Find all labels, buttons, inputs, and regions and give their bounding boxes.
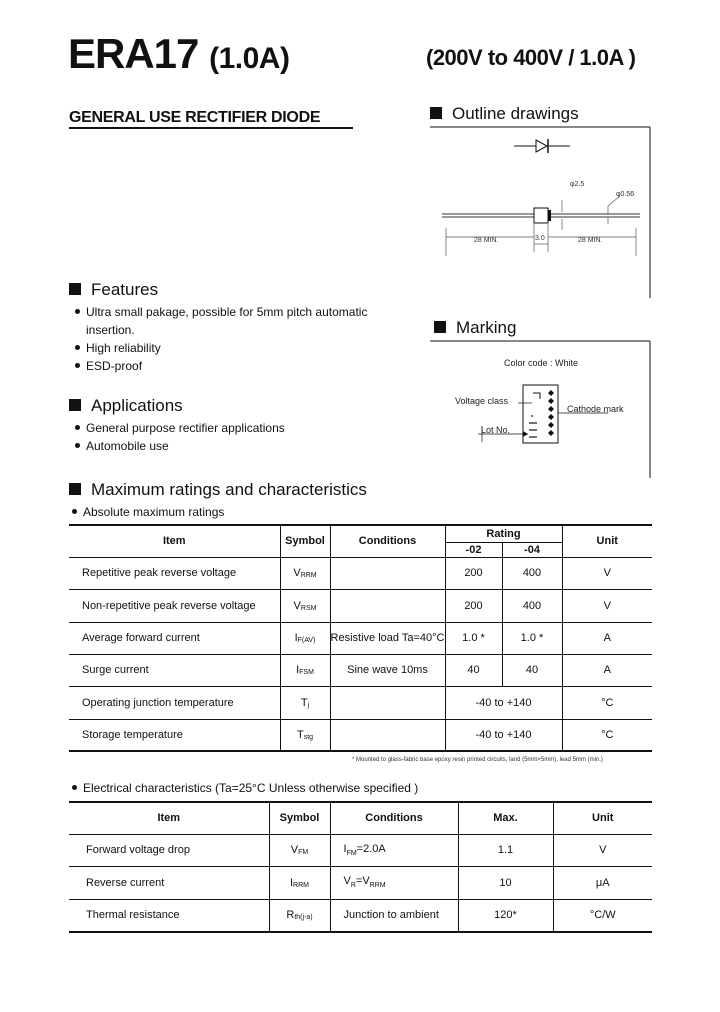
outline-drawing	[430, 124, 654, 300]
row-conditions	[330, 719, 445, 751]
absolute-max-subtitle: Absolute maximum ratings	[72, 505, 224, 519]
voltage-class-label: Voltage class	[455, 396, 509, 406]
features-section-title: Features	[69, 280, 158, 300]
row-conditions: Sine wave 10ms	[330, 654, 445, 686]
part-number: ERA17	[68, 30, 199, 77]
row-rating-04: 40	[502, 654, 562, 686]
row-symbol: $V_{FM}$	[269, 834, 330, 866]
row-symbol: $T_j$	[280, 686, 330, 719]
row-rating-02: 200	[445, 589, 502, 622]
row-rating-range: -40 to +140	[445, 719, 562, 751]
row-rating-04: 400	[502, 589, 562, 622]
application-item: Automobile use	[75, 439, 169, 453]
row-item: Forward voltage drop	[69, 834, 269, 866]
bullet-icon	[75, 443, 80, 448]
max-ratings-section-title: Maximum ratings and characteristics	[69, 480, 367, 500]
application-item: General purpose rectifier applications	[75, 421, 285, 435]
row-unit: A	[562, 654, 652, 686]
table-row	[69, 654, 652, 686]
square-bullet-icon	[69, 483, 81, 495]
row-symbol: $T_{stg}$	[280, 719, 330, 751]
row-unit: μA	[553, 866, 652, 899]
row-rating-02: 1.0 *	[445, 622, 502, 654]
row-conditions	[330, 686, 445, 719]
dim-lead-right: 28 MIN.	[578, 237, 603, 244]
outline-section-title: Outline drawings	[430, 104, 579, 124]
electrical-subtitle: Electrical characteristics (Ta=25°C Unless otherwise specified )	[72, 781, 418, 795]
lot-no-label: Lot No.	[481, 425, 511, 435]
row-unit: A	[562, 622, 652, 654]
table-row	[69, 899, 652, 932]
row-item: Thermal resistance	[86, 909, 180, 922]
row-conditions: Resistive load Ta=40°C	[330, 622, 445, 654]
row-rating-04: 1.0 *	[502, 622, 562, 654]
table-row	[69, 622, 652, 654]
header-rating-02: -02	[445, 542, 502, 557]
subtitle-underline	[69, 127, 353, 129]
header-item: Item	[69, 525, 280, 557]
marking-section-title: Marking	[434, 318, 516, 338]
row-symbol: $I_{FSM}$	[280, 654, 330, 686]
table-row	[69, 557, 652, 589]
square-bullet-icon	[69, 399, 81, 411]
row-symbol: $V_{RSM}$	[280, 589, 330, 622]
dim-body-dia: φ2.5	[570, 181, 585, 188]
row-unit: °C/W	[553, 899, 652, 932]
row-max: 120*	[458, 899, 553, 932]
dim-body-len: 3.0	[535, 235, 545, 242]
row-max: 1.1	[458, 834, 553, 866]
header-symbol: Symbol	[269, 802, 330, 834]
row-item: Surge current	[69, 654, 280, 686]
header-rating-04: -04	[502, 542, 562, 557]
header-symbol: Symbol	[280, 525, 330, 557]
diode-symbol-icon	[514, 139, 570, 153]
row-symbol: $R_{th(j-a)}$	[269, 899, 330, 932]
bullet-icon	[72, 785, 77, 790]
table-row	[69, 866, 652, 899]
row-unit: °C	[562, 686, 652, 719]
row-conditions	[330, 589, 445, 622]
diode-body-drawing	[442, 196, 640, 256]
voltage-range: (200V to 400V / 1.0A )	[426, 45, 636, 70]
row-item: Operating junction temperature	[69, 686, 280, 719]
row-rating-02: 200	[445, 557, 502, 589]
table-footnote: * Mounted to glass-fabric base epoxy resin printed circuits, land (5mm×5mm), lead 5mm (min.)	[352, 757, 603, 763]
bullet-icon	[75, 363, 80, 368]
row-item: Non-repetitive peak reverse voltage	[69, 589, 280, 622]
header-conditions: Conditions	[330, 802, 458, 834]
feature-item: High reliability	[75, 341, 161, 355]
cathode-mark-label: Cathode mark	[567, 404, 624, 414]
absolute-max-ratings-table	[69, 524, 652, 752]
row-conditions: Junction to ambient	[330, 899, 458, 932]
bullet-icon	[72, 509, 77, 514]
current-label: (1.0A)	[209, 42, 290, 75]
row-max: 10	[458, 866, 553, 899]
feature-item: ESD-proof	[75, 359, 142, 373]
row-rating-04: 400	[502, 557, 562, 589]
bullet-icon	[75, 425, 80, 430]
row-conditions: $I_{FM}=2.0A$	[330, 834, 458, 866]
header-unit: Unit	[562, 525, 652, 557]
header-unit: Unit	[553, 802, 652, 834]
header-conditions: Conditions	[330, 525, 445, 557]
color-code-label: Color code : White	[504, 358, 579, 368]
header-rating: Rating	[445, 525, 562, 542]
row-symbol: $V_{RRM}$	[280, 557, 330, 589]
table-header-row	[69, 802, 652, 834]
table-row	[69, 834, 652, 866]
row-conditions: $V_R=V_{RRM}$	[330, 866, 458, 899]
feature-item-continued: insertion.	[86, 323, 135, 337]
row-symbol: $I_{F(AV)}$	[280, 622, 330, 654]
subtitle: GENERAL USE RECTIFIER DIODE	[69, 109, 321, 126]
page-title	[68, 30, 289, 78]
table-row	[69, 589, 652, 622]
table-header-row	[69, 525, 652, 542]
row-rating-02: 40	[445, 654, 502, 686]
bullet-icon	[75, 345, 80, 350]
table-row	[69, 719, 652, 751]
row-conditions	[330, 557, 445, 589]
row-symbol: $I_{RRM}$	[269, 866, 330, 899]
applications-section-title: Applications	[69, 396, 183, 416]
row-unit: V	[562, 557, 652, 589]
row-item: Repetitive peak reverse voltage	[69, 557, 280, 589]
row-item: Storage temperature	[82, 728, 183, 741]
header-max: Max.	[458, 802, 553, 834]
feature-item: Ultra small pakage, possible for 5mm pitch automatic	[75, 305, 367, 319]
row-unit: V	[562, 589, 652, 622]
row-unit: °C	[562, 719, 652, 751]
row-rating-range: -40 to +140	[445, 686, 562, 719]
dim-lead-left: 28 MIN.	[474, 237, 499, 244]
square-bullet-icon	[430, 107, 442, 119]
row-unit: V	[553, 834, 652, 866]
header-item: Item	[69, 802, 269, 834]
row-item: Reverse current	[69, 866, 269, 899]
table-row	[69, 686, 652, 719]
row-item: Average forward current	[69, 622, 280, 654]
dim-lead-dia: φ0.56	[616, 191, 635, 198]
square-bullet-icon	[434, 321, 446, 333]
bullet-icon	[75, 309, 80, 314]
square-bullet-icon	[69, 283, 81, 295]
electrical-characteristics-table	[69, 801, 652, 933]
